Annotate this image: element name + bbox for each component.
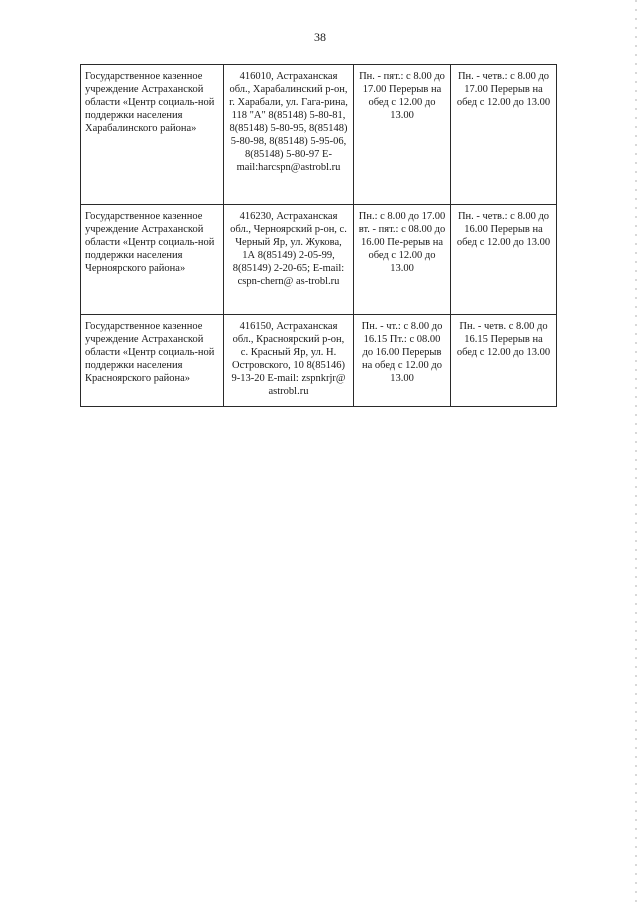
address-cell: 416230, Астраханская обл., Черноярский р-он, с. Черный Яр, ул. Жукова, 1А 8(85149) 2-05-99, 8(85149) 2-20-65; E-mail: cspn-chern@ as-trobl.ru (224, 205, 354, 315)
address-cell: 416150, Астраханская обл., Красноярский р-он, с. Красный Яр, ул. Н. Островского, 10 8(85146) 9-13-20 E-mail: zspnkrjr@ astrobl.ru (224, 315, 354, 407)
organization-cell: Государственное казенное учреждение Астраханской области «Центр социаль-ной поддержки населения Харабалинского района» (81, 65, 224, 205)
table-row (81, 205, 557, 315)
reception-hours-cell: Пн. - четв.: с 8.00 до 16.00 Перерыв на обед с 12.00 до 13.00 (451, 205, 557, 315)
working-hours-cell: Пн. - чт.: с 8.00 до 16.15 Пт.: с 08.00 до 16.00 Перерыв на обед с 12.00 до 13.00 (354, 315, 451, 407)
address-cell: 416010, Астраханская обл., Харабалинский р-он, г. Харабали, ул. Гага-рина, 118 "А" 8(85148) 5-80-81, 8(85148) 5-80-95, 8(85148) 5-80-98, 8(85148) 5-95-06, 8(85148) 5-80-97 E-mail:harcspn@astrobl.ru (224, 65, 354, 205)
working-hours-cell: Пн. - пят.: с 8.00 до 17.00 Перерыв на обед с 12.00 до 13.00 (354, 65, 451, 205)
table-row (81, 315, 557, 407)
working-hours-cell: Пн.: с 8.00 до 17.00 вт. - пят.: с 08.00 до 16.00 Пе-рерыв на обед с 12.00 до 13.00 (354, 205, 451, 315)
organization-cell: Государственное казенное учреждение Астраханской области «Центр социаль-ной поддержки населения Красноярского района» (81, 315, 224, 407)
reception-hours-cell: Пн. - четв. с 8.00 до 16.15 Перерыв на обед с 12.00 до 13.00 (451, 315, 557, 407)
reception-hours-cell: Пн. - четв.: с 8.00 до 17.00 Перерыв на обед с 12.00 до 13.00 (451, 65, 557, 205)
institutions-table (80, 64, 557, 407)
organization-cell: Государственное казенное учреждение Астраханской области «Центр социаль-ной поддержки населения Черноярского района» (81, 205, 224, 315)
scan-edge-marks (635, 0, 637, 905)
page-number: 38 (314, 30, 326, 44)
table-row (81, 65, 557, 205)
